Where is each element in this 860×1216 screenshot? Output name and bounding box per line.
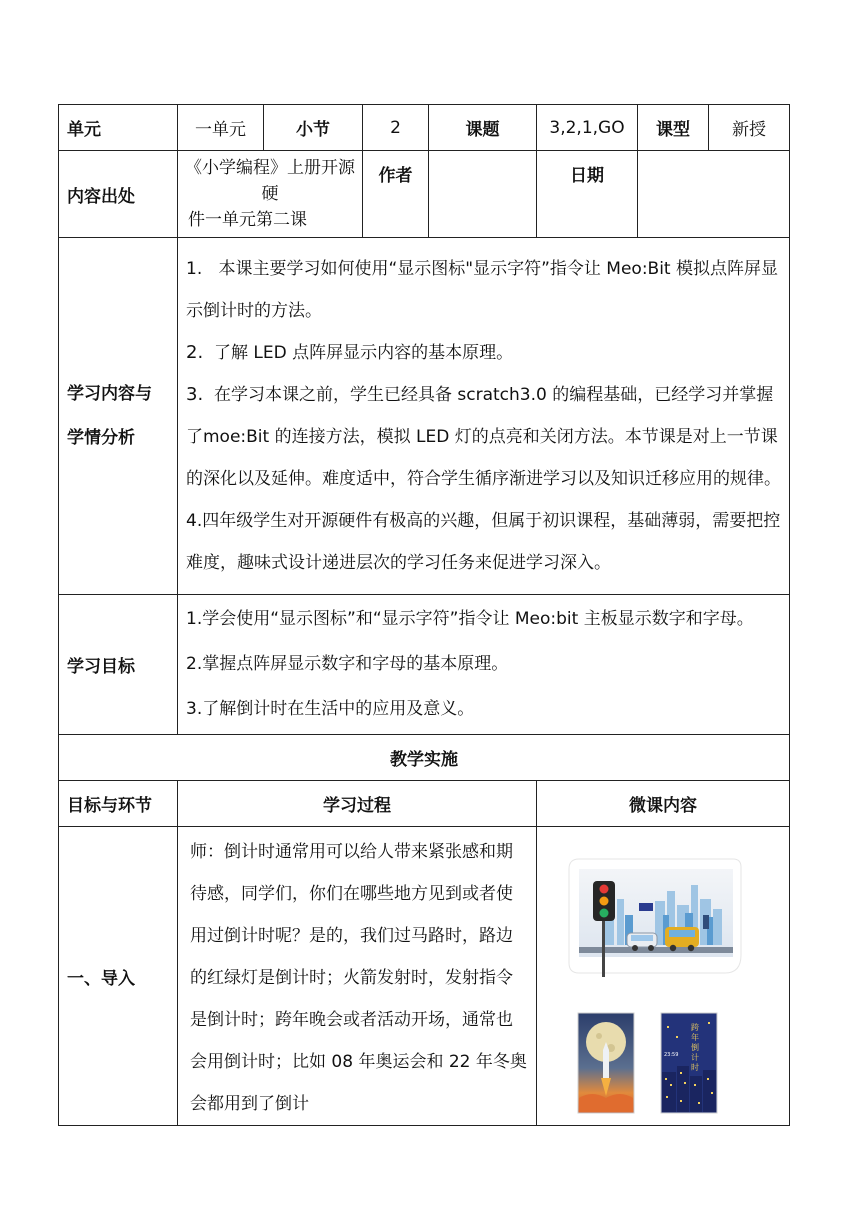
- new-year-countdown-poster-icon: [660, 1012, 718, 1114]
- topic-value: 3,2,1,GO: [537, 105, 638, 151]
- svg-text:时: 时: [691, 1063, 699, 1072]
- process-text: 师：倒计时通常用可以给人带来紧张感和期待感，同学们，你们在哪些地方见到或者使用过倒计时呢？是的，我们过马路时，路边的红绿灯是倒计时；火箭发射时，发射指令是倒计时；跨年晚会或者活动开场，通常也会用倒计时；比如 08 年奥运会和 22 年冬奥会都用到了倒计: [178, 827, 537, 1126]
- col-goal-header: 目标与环节: [59, 781, 178, 827]
- implementation-header-row: [59, 781, 790, 827]
- lesson-plan-table: [58, 104, 790, 1126]
- svg-text:计: 计: [691, 1053, 699, 1062]
- analysis-label-line-2: 学情分析: [67, 428, 135, 448]
- svg-text:年: 年: [691, 1033, 699, 1042]
- intro-stage-row: [59, 827, 790, 1126]
- objective-item: 1.学会使用“显示图标”和“显示字符”指令让 Meo:bit 主板显示数字和字母。: [186, 609, 754, 629]
- analysis-paragraph-3: 3. 在学习本课之前，学生已经具备 scratch3.0 的编程基础，已经学习并掌握了moe:Bit 的连接方法，模拟 LED 灯的点亮和关闭方法。本节课是对上一节课的深化以及延伸。难度适中，符合学生循序渐进学习以及知识迁移应用的规律。: [186, 384, 781, 489]
- source-line-2: 件一单元第二课: [188, 210, 307, 230]
- unit-label: 单元: [59, 105, 178, 151]
- implementation-title: 教学实施: [59, 735, 790, 781]
- rocket-moon-poster-icon: [577, 1012, 635, 1114]
- type-value: 新授: [709, 105, 790, 151]
- section-value: 2: [363, 105, 429, 151]
- analysis-paragraph-1: 1. 本课主要学习如何使用“显示图标"显示字符”指令让 Meo:Bit 模拟点阵屏显示倒计时的方法。: [186, 259, 778, 321]
- stage-label: 一、导入: [59, 827, 178, 1126]
- source-line-1: 《小学编程》上册开源硬: [185, 158, 355, 204]
- source-label: 内容出处: [59, 151, 178, 238]
- objective-item: 2.掌握点阵屏显示数字和字母的基本原理。: [186, 654, 509, 674]
- date-label: 日期: [537, 151, 638, 238]
- author-label: 作者: [363, 151, 429, 238]
- author-value: [429, 151, 537, 238]
- objective-item: 3.了解倒计时在生活中的应用及意义。: [186, 699, 475, 719]
- analysis-row: [59, 238, 790, 595]
- objectives-row: [59, 595, 790, 735]
- col-micro-header: 微课内容: [537, 781, 790, 827]
- topic-label: 课题: [429, 105, 537, 151]
- svg-text:23:59: 23:59: [664, 1052, 679, 1058]
- objectives-content: [178, 595, 790, 735]
- svg-text:跨: 跨: [691, 1023, 699, 1032]
- analysis-paragraph-2: 2. 了解 LED 点阵屏显示内容的基本原理。: [186, 342, 514, 363]
- type-label: 课型: [638, 105, 709, 151]
- source-value: [178, 151, 363, 238]
- svg-text:倒: 倒: [691, 1043, 699, 1052]
- analysis-paragraph-4: 4.四年级学生对开源硬件有极高的兴趣，但属于初识课程，基础薄弱，需要把控难度，趣味式设计递进层次的学习任务来促进学习深入。: [186, 511, 781, 573]
- micro-lesson-images: [537, 827, 790, 1126]
- date-value: [638, 151, 790, 238]
- traffic-light-city-icon: [565, 855, 745, 979]
- objectives-label: 学习目标: [59, 595, 178, 735]
- analysis-label: [59, 238, 178, 595]
- col-process-header: 学习过程: [178, 781, 537, 827]
- implementation-title-row: [59, 735, 790, 781]
- header-row-1: [59, 105, 790, 151]
- unit-value: 一单元: [178, 105, 264, 151]
- analysis-content: [178, 238, 790, 595]
- header-row-2: [59, 151, 790, 238]
- analysis-label-line-1: 学习内容与: [67, 384, 152, 404]
- section-label: 小节: [264, 105, 363, 151]
